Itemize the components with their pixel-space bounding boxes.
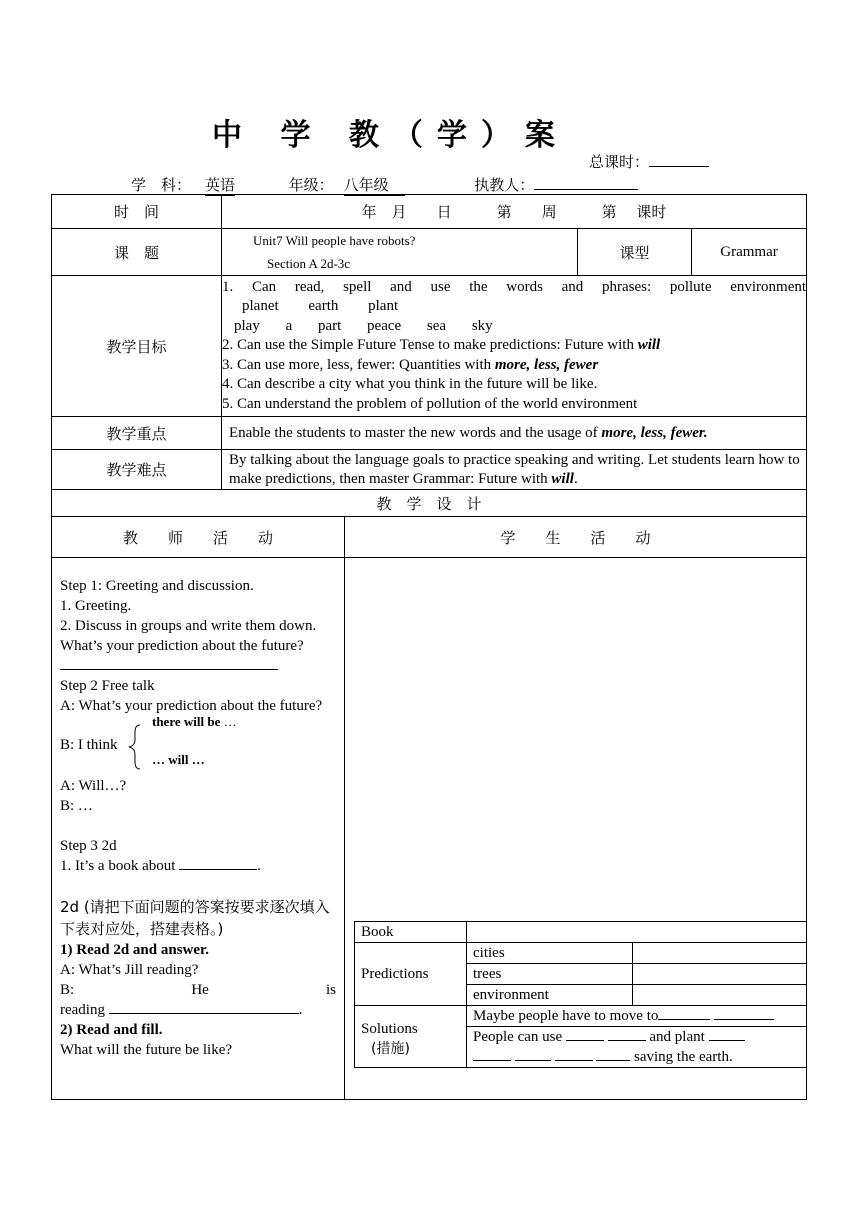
solution-use [467,1027,807,1068]
goal-4: 4. Can describe a city what you think in the future will be like. [222,376,598,393]
subject-label: 学 科： [131,176,192,194]
saving-text: saving the earth. [634,1049,733,1065]
type-value: Grammar [692,229,807,276]
goal-2 [222,336,806,356]
goal-1-words: planet earth plant [242,298,399,315]
step1-question [60,636,336,676]
trees-answer [633,964,807,985]
subject-value: 英语 [205,176,236,194]
step1-greeting: 1. Greeting. [60,598,132,614]
step2: Step 2 Free talk [60,678,155,694]
teacher-col-header: 教 师 活 动 [52,517,345,558]
topic-line1: Unit7 Will people have robots? [253,233,416,248]
teacher-blank [534,189,638,190]
grade-value: 八年级 [344,174,405,196]
student-col-header: 学 生 活 动 [345,517,807,558]
step3: Step 3 2d [60,838,117,854]
goal-3-bold: more, less, fewer [494,356,599,373]
cities-answer [633,943,807,964]
step2-b: B: I think [60,737,118,753]
goal-1-phrases: play a part peace sea sky [234,317,493,334]
save-blank-2 [515,1060,551,1061]
solution-move [467,1006,807,1027]
step3-book-text: 1. It’s a book about [60,858,176,874]
teacher-label: 执教人： [474,176,535,194]
time-value: 年 月 日 第 周 第 课时 [222,195,807,229]
grade-label: 年级： [288,176,334,194]
brace-top-bold: there will be [152,714,221,729]
book-answer [467,922,807,943]
brace-top [152,712,237,732]
read-answer [60,940,336,960]
q-future: What will the future be like? [60,1042,233,1058]
save-blank-3 [555,1060,593,1061]
environment-answer [633,985,807,1006]
use-blank-1 [566,1040,604,1041]
total-lessons-label: 总课时： [589,153,650,171]
goal-3-text: 3. Can use more, less, fewer: Quantities with [222,356,495,373]
teacher-activity-cell [52,558,345,1100]
answer-blank [60,669,278,670]
predictions-label: Predictions [355,943,467,1006]
key-cell [222,417,807,450]
difficult-cell [222,450,807,490]
step2-a: A: What’s your prediction about the future? [60,698,323,714]
brace-icon [128,724,142,770]
save-blank-4 [596,1060,630,1061]
book-blank [179,869,257,870]
solution-move-text: Maybe people have to move to [473,1007,659,1024]
book-label: Book [355,922,467,943]
step1-discuss: 2. Discuss in groups and write them down. [60,618,317,634]
save-blank-1 [473,1060,511,1061]
page-title: 中 学 教（学）案 [212,118,569,153]
key-text: Enable the students to master the new words and the usage of [229,424,602,441]
topic-label: 课 题 [52,229,222,276]
reading-text: reading [60,1002,105,1018]
use-blank-2 [608,1040,646,1041]
difficult-text: By talking about the language goals to practice speaking and writing. Let students learn how to make predictions, then master Grammar: Future with [229,451,800,487]
step3-2d-instruction: 2d (请把下面问题的答案按要求逐次填入下表对应处，搭建表格。) [60,898,330,938]
total-lessons-blank [649,166,709,167]
brace-top-end: … [220,714,237,729]
solutions-label [355,1006,467,1068]
time-label: 时 间 [52,195,222,229]
difficult-bold: will [551,470,574,487]
reading-line: reading . [60,1002,303,1018]
and-plant-text: and plant [649,1029,705,1045]
read-fill-bold: 2) Read and fill. [60,1022,163,1038]
cities-label: cities [467,943,633,964]
total-lessons [589,151,709,172]
q-jill: A: What’s Jill reading? [60,962,199,978]
goals-label: 教学目标 [52,276,222,417]
brace-bottom: … will … [152,752,205,767]
read-fill [60,1020,336,1040]
key-bold: more, less, fewer. [601,424,708,441]
step2-b2: B: … [60,798,93,814]
goal-2-text: 2. Can use the Simple Future Tense to make predictions: Future with [222,337,638,354]
environment-label: environment [467,985,633,1006]
trees-label: trees [467,964,633,985]
step2-a2: A: Will…? [60,778,127,794]
key-label: 教学重点 [52,417,222,450]
subject-line [131,174,638,196]
difficult-end: . [573,470,578,487]
step1-question-text: What’s your prediction about the future? [60,638,304,654]
move-blank-2 [714,1019,774,1020]
b-he-is: B: He is [60,982,336,998]
goals-cell [222,276,807,417]
design-title: 教 学 设 计 [52,490,807,517]
solutions-cn: (措施) [371,1040,410,1057]
topic-line2: Section A 2d-3c [267,256,351,271]
solutions-text: Solutions [361,1020,418,1037]
brace-block [60,716,336,774]
difficult-label: 教学难点 [52,450,222,490]
step1: Step 1: Greeting and discussion. [60,578,254,594]
goal-2-bold: will [637,337,661,354]
goal-5: 5. Can understand the problem of pollution of the world environment [222,395,638,412]
type-label: 课型 [578,229,692,276]
plant-blank [709,1040,745,1041]
solution-use-text: People can use [473,1029,563,1045]
goal-3 [222,356,806,376]
step3-book: 1. It’s a book about . [60,858,261,874]
reading-blank [109,1013,299,1014]
goal-1: 1. Can read, spell and use the words and phrases: pollute environment [222,278,807,295]
student-table [354,921,807,1068]
read-answer-bold: 1) Read 2d and answer. [60,942,210,958]
topic-cell [222,229,578,276]
move-blank-1 [658,1019,710,1020]
